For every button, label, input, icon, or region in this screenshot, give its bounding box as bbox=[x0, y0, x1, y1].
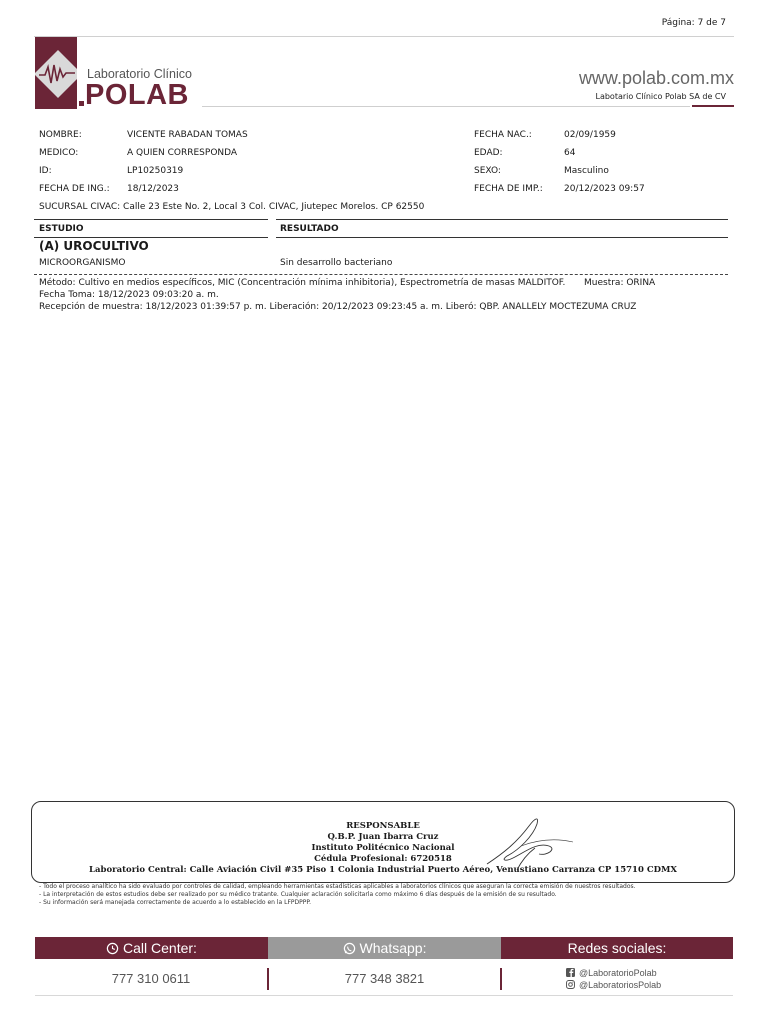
fecha-toma-text: Fecha Toma: 18/12/2023 09:03:20 a. m. bbox=[39, 290, 219, 300]
recepcion-text: Recepción de muestra: 18/12/2023 01:39:57 p. m. Liberación: 20/12/2023 09:23:45 a. m. Liberó: QBP. ANALLELY MOCTEZUMA CRUZ bbox=[39, 302, 637, 312]
page-number: Página: 7 de 7 bbox=[661, 18, 726, 28]
logo-divider bbox=[202, 106, 690, 107]
facebook-link[interactable] bbox=[566, 968, 657, 978]
col-estudio-header: ESTUDIO bbox=[39, 224, 84, 234]
sexo-value: Masculino bbox=[564, 166, 609, 176]
disclaimer-notes bbox=[39, 883, 636, 907]
responsable-cedula: Cédula Profesional: 6720518 bbox=[314, 854, 452, 864]
logo-divider-accent bbox=[692, 105, 734, 107]
clock-icon bbox=[106, 942, 119, 955]
facebook-handle: @LaboratorioPolab bbox=[579, 967, 657, 978]
fecha-ing-value: 18/12/2023 bbox=[127, 184, 179, 194]
fecha-imp-label: FECHA DE IMP.: bbox=[474, 184, 543, 194]
metodo-text: Método: Cultivo en medios específicos, MIC (Concentración mínima inhibitoria), Espectrometría de masas MALDITOF. bbox=[39, 278, 566, 288]
responsable-name: Q.B.P. Juan Ibarra Cruz bbox=[327, 832, 439, 842]
logo-subtitle: Laboratorio Clínico bbox=[87, 67, 192, 81]
responsable-institute: Instituto Politécnico Nacional bbox=[311, 843, 455, 853]
social-label: Redes sociales: bbox=[567, 940, 667, 956]
whatsapp-label: Whatsapp: bbox=[359, 940, 427, 956]
contact-bar bbox=[35, 937, 733, 959]
medico-value: A QUIEN CORRESPONDA bbox=[127, 148, 238, 158]
responsable-box bbox=[31, 801, 735, 883]
sucursal-address: SUCURSAL CIVAC: Calle 23 Este No. 2, Local 3 Col. CIVAC, Jiutepec Morelos. CP 62550 bbox=[39, 202, 425, 212]
social-links bbox=[502, 962, 733, 995]
whatsapp-phone[interactable]: 777 348 3821 bbox=[344, 971, 425, 986]
instagram-handle: @LaboratoriosPolab bbox=[579, 979, 662, 990]
social-header bbox=[501, 937, 733, 959]
fecha-ing-label: FECHA DE ING.: bbox=[39, 184, 110, 194]
sexo-label: SEXO: bbox=[474, 166, 501, 176]
instagram-link[interactable] bbox=[566, 980, 661, 990]
study-title: (A) UROCULTIVO bbox=[39, 239, 149, 253]
fecha-nac-label: FECHA NAC.: bbox=[474, 130, 532, 140]
result-estudio: MICROORGANISMO bbox=[39, 258, 126, 268]
disclaimer-line: - Todo el proceso analítico ha sido evaluado por controles de calidad, empleando herramientas estadísticas aplicables a laboratorios clínicos que aseguran la correcta emisión de nuestros resultados. bbox=[39, 883, 636, 890]
instagram-icon bbox=[566, 980, 575, 989]
col-resultado-header: RESULTADO bbox=[280, 224, 339, 234]
responsable-title: RESPONSABLE bbox=[346, 821, 420, 831]
whatsapp-header bbox=[268, 937, 501, 959]
disclaimer-line: - Su información será manejada correctamente de acuerdo a lo establecido en la LFPDPPP. bbox=[39, 899, 312, 906]
call-center-header bbox=[35, 937, 268, 959]
estudio-rule-bottom bbox=[34, 237, 268, 238]
edad-value: 64 bbox=[564, 148, 576, 158]
call-center-label: Call Center: bbox=[123, 940, 197, 956]
polab-logo bbox=[35, 37, 205, 109]
result-divider bbox=[34, 274, 728, 275]
lab-address: Laboratorio Central: Calle Aviación Civil #35 Piso 1 Colonia Industrial Puerto Aéreo, Venustiano Carranza CP 15710 CDMX bbox=[89, 865, 677, 875]
logo-emblem bbox=[35, 37, 77, 109]
call-center-phone[interactable]: 777 310 0611 bbox=[111, 971, 191, 986]
resultado-rule-top bbox=[276, 219, 728, 220]
website-url[interactable]: www.polab.com.mx bbox=[578, 68, 734, 88]
facebook-icon bbox=[566, 968, 575, 977]
muestra-text: Muestra: ORINA bbox=[584, 278, 656, 288]
id-value: LP10250319 bbox=[127, 166, 184, 176]
contact-values bbox=[35, 962, 733, 996]
nombre-label: NOMBRE: bbox=[39, 130, 82, 140]
heartbeat-icon bbox=[37, 59, 77, 89]
edad-label: EDAD: bbox=[474, 148, 503, 158]
estudio-rule-top bbox=[34, 219, 268, 220]
logo-wordmark: POLAB bbox=[85, 79, 189, 111]
fecha-imp-value: 20/12/2023 09:57 bbox=[564, 184, 645, 194]
disclaimer-line: - La interpretación de estos estudios debe ser realizado por su médico tratante. Cualquier aclaración solicitarla como máximo 6 días después de la emisión de su resultado. bbox=[39, 891, 557, 898]
nombre-value: VICENTE RABADAN TOMAS bbox=[127, 130, 248, 140]
resultado-rule-bottom bbox=[276, 237, 728, 238]
signature-image bbox=[477, 812, 577, 874]
company-name: Labotario Clínico Polab SA de CV bbox=[595, 92, 726, 101]
fecha-nac-value: 02/09/1959 bbox=[564, 130, 616, 140]
id-label: ID: bbox=[39, 166, 52, 176]
medico-label: MEDICO: bbox=[39, 148, 79, 158]
whatsapp-icon bbox=[343, 942, 356, 955]
result-value: Sin desarrollo bacteriano bbox=[280, 258, 393, 268]
